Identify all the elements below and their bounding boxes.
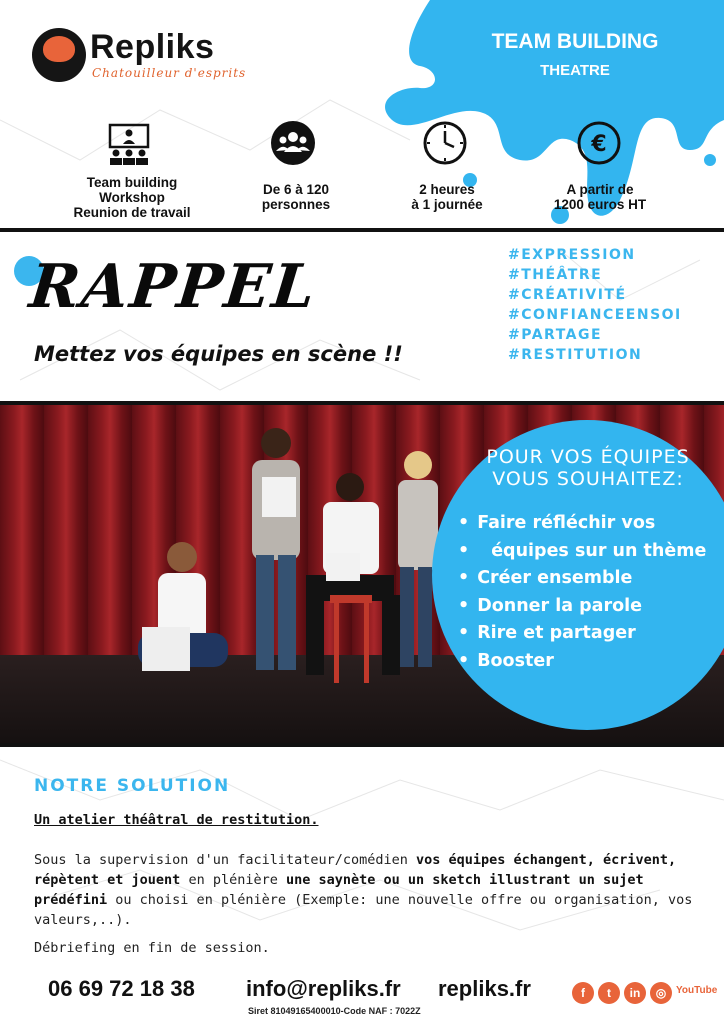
- svg-text:€: €: [591, 132, 607, 157]
- feature-people-text: De 6 à 120 personnes: [261, 182, 331, 212]
- benefit-item: • Donner la parole: [458, 593, 706, 621]
- benefit-item-continued: • équipes sur un thème: [458, 538, 706, 566]
- benefit-item: • Booster: [458, 648, 706, 676]
- hashtag: #CONFIANCEENSOI: [508, 307, 682, 323]
- youtube-icon[interactable]: YouTube: [676, 985, 718, 996]
- feature-workshop-text: Team building Workshop Reunion de travail: [73, 175, 191, 220]
- hashtag: #CRÉATIVITÉ: [508, 287, 627, 303]
- people-icon: [270, 120, 316, 166]
- brain-logo-icon: [43, 36, 75, 62]
- workshop-icon: [106, 122, 152, 168]
- hashtag-list: [508, 245, 682, 365]
- solution-paragraph: Sous la supervision d'un facilitateur/comédien vos équipes échangent, écrivent, répètent et jouent en plénière une saynète ou un sketch illustrant un sujet prédéfini ou choisi en plénière (Exemple: une nouvelle offre ou organisation, vos valeurs,..).: [34, 852, 693, 928]
- benefit-item: • Créer ensemble: [458, 565, 706, 593]
- brand-tagline: Chatouilleur d'esprits: [92, 66, 247, 80]
- debrief-text: Débriefing en fin de session.: [34, 940, 270, 956]
- badge-title: TEAM BUILDING: [491, 30, 659, 53]
- badge-subtitle: THEATRE: [540, 62, 610, 79]
- instagram-icon[interactable]: ◎: [650, 982, 672, 1004]
- benefit-item: • Faire réfléchir vos: [458, 510, 706, 538]
- solution-subtitle: Un atelier théâtral de restitution.: [34, 812, 319, 828]
- benefits-heading: POUR VOS ÉQUIPES VOUS SOUHAITEZ:: [486, 446, 690, 490]
- clock-icon: [422, 120, 468, 166]
- benefit-item: • Rire et partager: [458, 620, 706, 648]
- hashtag: #THÉÂTRE: [508, 267, 603, 283]
- linkedin-icon[interactable]: in: [624, 982, 646, 1004]
- feature-duration-text: 2 heures à 1 journée: [411, 182, 483, 212]
- website-link[interactable]: repliks.fr: [438, 976, 531, 1001]
- solution-title: NOTRE SOLUTION: [34, 776, 231, 796]
- facebook-icon[interactable]: f: [572, 982, 594, 1004]
- divider-photo-bottom: [0, 743, 724, 747]
- siret-text: Siret 81049165400010-Code NAF : 7022Z: [248, 1006, 421, 1016]
- phone-link[interactable]: 06 69 72 18 38: [48, 976, 195, 1001]
- divider-top: [0, 228, 724, 232]
- benefits-list: [458, 510, 706, 675]
- hashtag: #EXPRESSION: [508, 247, 636, 263]
- rappel-title: RAPPEL: [26, 252, 321, 322]
- rappel-subtitle: Mettez vos équipes en scène !!: [34, 342, 403, 366]
- hashtag: #RESTITUTION: [508, 347, 643, 363]
- twitter-icon[interactable]: t: [598, 982, 620, 1004]
- hashtag: #PARTAGE: [508, 327, 603, 343]
- euro-icon: [576, 120, 622, 166]
- email-link[interactable]: info@repliks.fr: [246, 976, 401, 1001]
- feature-price-text: A partir de 1200 euros HT: [553, 182, 647, 212]
- brand-name: Repliks: [90, 28, 215, 66]
